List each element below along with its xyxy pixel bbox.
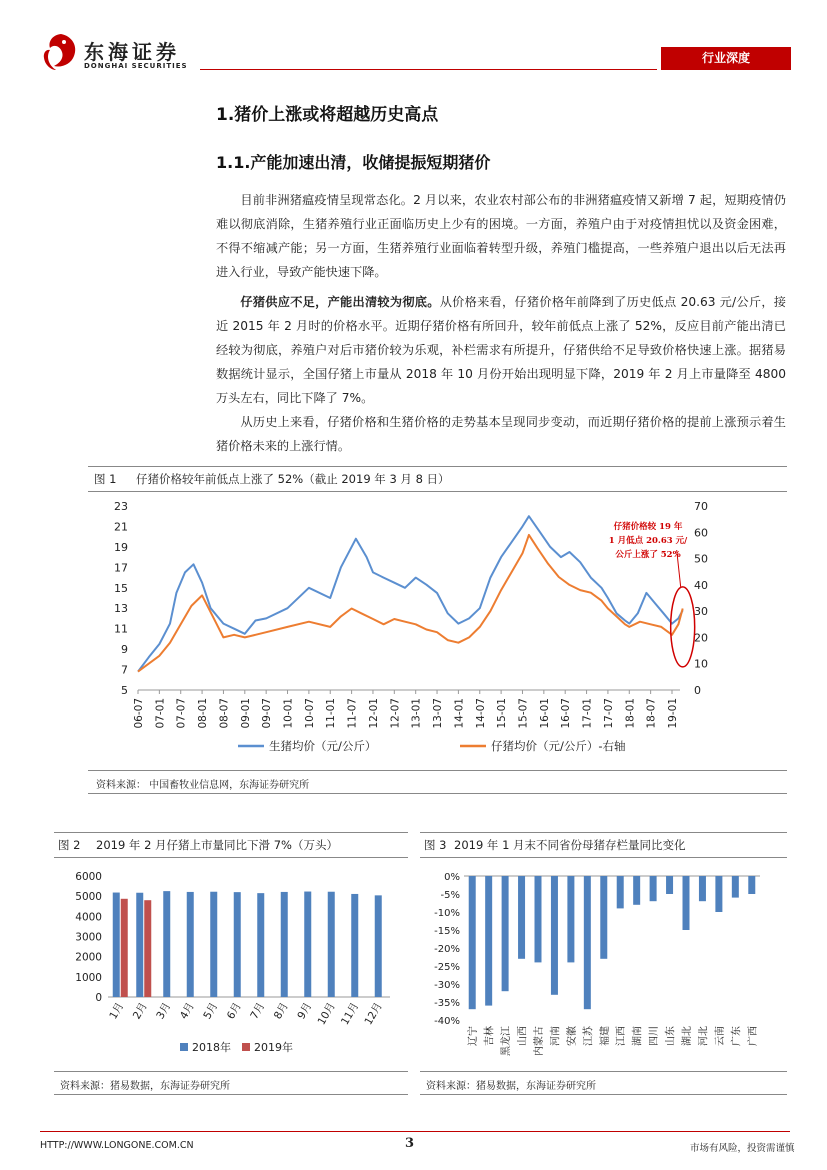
header-rule-right bbox=[661, 69, 791, 70]
bar-河南 bbox=[551, 876, 558, 995]
bar-2018年-11月 bbox=[351, 894, 358, 997]
x-tick-label: 17-07 bbox=[602, 698, 615, 729]
paragraph-2-lead: 仔猪供应不足，产能出清较为彻底。 bbox=[240, 295, 440, 309]
bar-河北 bbox=[699, 876, 706, 901]
figure1-source: 资料来源： 中国畜牧业信息网，东海证券研究所 bbox=[96, 780, 310, 791]
x-tick-label: 06-07 bbox=[133, 698, 145, 729]
y-tick-label: 1000 bbox=[75, 971, 102, 984]
bar-广东 bbox=[732, 876, 739, 898]
y-right-tick-label: 50 bbox=[694, 552, 708, 566]
y-left-tick-label: 19 bbox=[114, 540, 128, 554]
legend-2018-swatch bbox=[180, 1043, 188, 1051]
figure3-title-bar bbox=[420, 832, 787, 858]
bar-2018年-8月 bbox=[281, 892, 288, 997]
bar-2018年-5月 bbox=[210, 892, 217, 997]
legend-hog-label: 生猪均价（元/公斤） bbox=[269, 739, 377, 753]
x-tick-label: 07-07 bbox=[175, 698, 188, 729]
y-left-tick-label: 11 bbox=[114, 622, 128, 636]
bar-内蒙古 bbox=[535, 876, 542, 962]
footer-disclaimer: 市场有风险，投资需谨慎 bbox=[690, 1143, 795, 1154]
y-right-tick-label: 40 bbox=[694, 578, 708, 592]
bar-2018年-12月 bbox=[375, 895, 382, 997]
paragraph-3-text: 从历史上来看，仔猪价格和生猪价格的走势基本呈现同步变动，而近期仔猪价格的提前上涨预示着生猪价格未来的上涨行情。 bbox=[216, 415, 786, 453]
bar-湖北 bbox=[683, 876, 690, 930]
bar-福建 bbox=[600, 876, 607, 959]
page-number: 3 bbox=[405, 1136, 415, 1151]
x-tick-label: 4月 bbox=[177, 1000, 197, 1022]
x-tick-label: 15-01 bbox=[496, 698, 509, 729]
bar-2018年-10月 bbox=[328, 892, 335, 997]
bar-吉林 bbox=[485, 876, 492, 1006]
x-tick-label: 广西 bbox=[747, 1026, 759, 1046]
figure2-label: 图 2 bbox=[58, 838, 81, 852]
bar-湖南 bbox=[633, 876, 640, 905]
x-tick-label: 11-01 bbox=[325, 698, 338, 729]
y-tick-label: 6000 bbox=[75, 871, 102, 883]
bar-辽宁 bbox=[469, 876, 476, 1009]
y-tick-label: -15% bbox=[434, 926, 460, 937]
x-tick-label: 6月 bbox=[224, 1000, 244, 1022]
x-tick-label: 09-07 bbox=[261, 698, 274, 729]
x-tick-label: 安徽 bbox=[566, 1026, 578, 1046]
bar-山西 bbox=[518, 876, 525, 959]
x-tick-label: 3月 bbox=[154, 1000, 174, 1022]
bar-江西 bbox=[617, 876, 624, 908]
x-tick-label: 山东 bbox=[665, 1026, 677, 1046]
highlight-ellipse bbox=[671, 587, 695, 667]
bar-2018年-2月 bbox=[136, 893, 143, 997]
x-tick-label: 10-07 bbox=[303, 698, 316, 729]
y-right-tick-label: 20 bbox=[694, 631, 708, 645]
x-tick-label: 14-01 bbox=[453, 698, 466, 729]
bar-四川 bbox=[650, 876, 657, 901]
y-right-tick-label: 10 bbox=[694, 657, 708, 671]
x-tick-label: 5月 bbox=[201, 1000, 221, 1022]
y-right-tick-label: 70 bbox=[694, 500, 708, 513]
x-tick-label: 河北 bbox=[698, 1026, 710, 1046]
figure1-source-bar bbox=[88, 770, 787, 794]
bar-2018年-7月 bbox=[257, 893, 264, 997]
bar-2018年-4月 bbox=[187, 892, 194, 997]
bar-2019年-1月 bbox=[121, 899, 128, 997]
paragraph-1 bbox=[216, 188, 786, 284]
figure3-label: 图 3 bbox=[424, 838, 447, 852]
bar-2018年-6月 bbox=[234, 892, 241, 997]
x-tick-label: 山西 bbox=[517, 1026, 529, 1046]
paragraph-2-text: 从价格来看，仔猪价格年前降到了历史低点 20.63 元/公斤，接近 2015 年 2 月时的价格水平。近期仔猪价格有所回升，较年前低点上涨了 52%，反应目前产能出清已经较为彻底，养殖户对后市猪价较为乐观，补栏需求有所提升，仔猪供给不足导致价格快速上涨。据猪易数据统计显示，全国仔猪上市量从 2018 年 10 月份开始出现明显下降，2019 年 2 月上市量降至 4800 万头左右，同比下降了 7%。 bbox=[216, 295, 786, 405]
x-tick-label: 13-01 bbox=[410, 698, 423, 729]
y-tick-label: -40% bbox=[434, 1016, 460, 1027]
x-tick-label: 黑龙江 bbox=[501, 1026, 513, 1056]
figure3-bar-chart bbox=[420, 860, 787, 1070]
bar-江苏 bbox=[584, 876, 591, 1009]
x-tick-label: 吉林 bbox=[484, 1026, 496, 1046]
x-tick-label: 11-07 bbox=[346, 698, 359, 729]
figure3-source-bar bbox=[420, 1071, 787, 1095]
x-tick-label: 10月 bbox=[315, 1000, 338, 1028]
y-tick-label: 3000 bbox=[75, 931, 102, 944]
bar-山东 bbox=[666, 876, 673, 894]
bar-2019年-2月 bbox=[144, 900, 151, 997]
x-tick-label: 12-01 bbox=[367, 698, 380, 729]
y-tick-label: 5000 bbox=[75, 891, 102, 904]
figure2-source-bar bbox=[54, 1071, 408, 1095]
x-tick-label: 四川 bbox=[649, 1026, 661, 1046]
x-tick-label: 17-01 bbox=[581, 698, 594, 729]
y-left-tick-label: 5 bbox=[121, 684, 128, 697]
annotation-line-2: 1 月低点 20.63 元/ bbox=[608, 536, 688, 546]
y-tick-label: -25% bbox=[434, 962, 460, 973]
x-tick-label: 湖南 bbox=[632, 1026, 644, 1046]
bar-2018年-1月 bbox=[113, 893, 120, 997]
report-type-badge: 行业深度 bbox=[661, 47, 791, 69]
logo-text-cn: 东海证券 bbox=[84, 40, 180, 64]
y-tick-label: 2000 bbox=[75, 951, 102, 964]
x-tick-label: 13-07 bbox=[432, 698, 445, 729]
x-tick-label: 12月 bbox=[362, 1000, 385, 1028]
figure3-source: 资料来源：猪易数据，东海证券研究所 bbox=[426, 1081, 596, 1092]
x-tick-label: 河南 bbox=[550, 1026, 562, 1046]
x-tick-label: 08-01 bbox=[197, 698, 210, 729]
paragraph-1-text: 目前非洲猪瘟疫情呈现常态化。2 月以来，农业农村部公布的非洲猪瘟疫情又新增 7 起，短期疫情仍难以彻底消除，生猪养殖行业正面临历史上少有的困境。一方面，养殖户由于对疫情担忧以及资金困难，不得不缩减产能；另一方面，生猪养殖行业面临着转型升级，养殖门槛提高，一些养殖户退出以后无法再进入行业，导致产能快速下降。 bbox=[216, 193, 786, 279]
bar-2018年-3月 bbox=[163, 891, 170, 997]
x-tick-label: 18-01 bbox=[624, 698, 637, 729]
paragraph-2 bbox=[216, 290, 786, 410]
y-left-tick-label: 7 bbox=[121, 663, 128, 677]
logo-text-en: DONGHAI SECURITIES bbox=[84, 62, 188, 70]
y-tick-label: -20% bbox=[434, 944, 460, 955]
x-tick-label: 内蒙古 bbox=[534, 1026, 545, 1056]
bar-云南 bbox=[715, 876, 722, 912]
x-tick-label: 19-01 bbox=[667, 698, 679, 729]
figure2-bar-chart bbox=[54, 860, 408, 1070]
x-tick-label: 福建 bbox=[599, 1026, 611, 1046]
logo bbox=[42, 32, 202, 80]
legend-2018-label: 2018年 bbox=[192, 1041, 231, 1054]
x-tick-label: 广东 bbox=[731, 1026, 743, 1046]
y-tick-label: -30% bbox=[434, 980, 460, 991]
y-left-tick-label: 15 bbox=[114, 581, 128, 595]
y-left-tick-label: 9 bbox=[121, 643, 128, 657]
y-tick-label: 4000 bbox=[75, 911, 102, 924]
x-tick-label: 云南 bbox=[714, 1026, 726, 1046]
x-tick-label: 12-07 bbox=[389, 698, 402, 729]
paragraph-3 bbox=[216, 410, 786, 458]
x-tick-label: 10-01 bbox=[282, 698, 295, 729]
x-tick-label: 18-07 bbox=[645, 698, 658, 729]
x-tick-label: 14-07 bbox=[474, 698, 487, 729]
x-tick-label: 07-01 bbox=[154, 698, 167, 729]
legend-2019-label: 2019年 bbox=[254, 1041, 293, 1054]
y-left-tick-label: 21 bbox=[114, 520, 128, 534]
figure1-title-bar bbox=[88, 466, 787, 492]
y-left-tick-label: 23 bbox=[114, 500, 128, 513]
y-tick-label: -10% bbox=[434, 908, 460, 919]
header-rule bbox=[200, 69, 657, 70]
x-tick-label: 7月 bbox=[248, 1000, 268, 1022]
x-tick-label: 9月 bbox=[295, 1000, 315, 1022]
x-tick-label: 江苏 bbox=[583, 1026, 595, 1046]
y-tick-label: -5% bbox=[440, 890, 460, 901]
annotation-line-3: 公斤上涨了 52% bbox=[615, 550, 681, 560]
y-tick-label: -35% bbox=[434, 998, 460, 1009]
x-tick-label: 辽宁 bbox=[468, 1026, 480, 1046]
legend-piglet-label: 仔猪均价（元/公斤）-右轴 bbox=[491, 739, 626, 753]
bar-2018年-9月 bbox=[304, 892, 311, 997]
x-tick-label: 08-07 bbox=[218, 698, 231, 729]
y-tick-label: 0% bbox=[444, 872, 460, 883]
figure2-title: 2019 年 2 月仔猪上市量同比下滑 7%（万头） bbox=[96, 838, 338, 852]
section-heading-1: 1.猪价上涨或将超越历史高点 bbox=[216, 105, 439, 125]
bar-广西 bbox=[748, 876, 755, 894]
x-tick-label: 09-01 bbox=[239, 698, 252, 729]
legend-2019-swatch bbox=[242, 1043, 250, 1051]
x-tick-label: 湖北 bbox=[682, 1026, 693, 1046]
x-tick-label: 16-07 bbox=[560, 698, 573, 729]
y-right-tick-label: 30 bbox=[694, 605, 708, 619]
y-right-tick-label: 60 bbox=[694, 526, 708, 540]
figure3-title: 2019 年 1 月末不同省份母猪存栏量同比变化 bbox=[454, 838, 686, 852]
x-tick-label: 1月 bbox=[107, 1000, 127, 1022]
annotation-line-1: 仔猪价格较 19 年 bbox=[613, 522, 683, 532]
x-tick-label: 2月 bbox=[130, 1000, 150, 1022]
x-tick-label: 11月 bbox=[339, 1000, 362, 1028]
section-heading-1-1: 1.1.产能加速出清，收储提振短期猪价 bbox=[216, 153, 491, 172]
figure2-source: 资料来源：猪易数据，东海证券研究所 bbox=[60, 1081, 230, 1092]
bar-安徽 bbox=[567, 876, 574, 962]
x-tick-label: 15-07 bbox=[517, 698, 530, 729]
figure2-title-bar bbox=[54, 832, 408, 858]
x-tick-label: 8月 bbox=[271, 1000, 291, 1022]
x-tick-label: 江西 bbox=[616, 1026, 628, 1046]
figure1-annotation bbox=[600, 520, 696, 562]
logo-emblem-icon bbox=[42, 32, 80, 74]
y-left-tick-label: 17 bbox=[114, 561, 128, 575]
bar-黑龙江 bbox=[502, 876, 509, 991]
footer-rule bbox=[40, 1131, 790, 1132]
y-tick-label: 0 bbox=[95, 992, 102, 1004]
footer-url-link[interactable]: HTTP://WWW.LONGONE.COM.CN bbox=[40, 1140, 194, 1151]
y-left-tick-label: 13 bbox=[114, 602, 128, 616]
figure1-label: 图 1 bbox=[94, 472, 117, 486]
y-right-tick-label: 0 bbox=[694, 684, 701, 697]
x-tick-label: 16-01 bbox=[538, 698, 551, 729]
figure1-title: 仔猪价格较年前低点上涨了 52%（截止 2019 年 3 月 8 日） bbox=[136, 472, 450, 486]
